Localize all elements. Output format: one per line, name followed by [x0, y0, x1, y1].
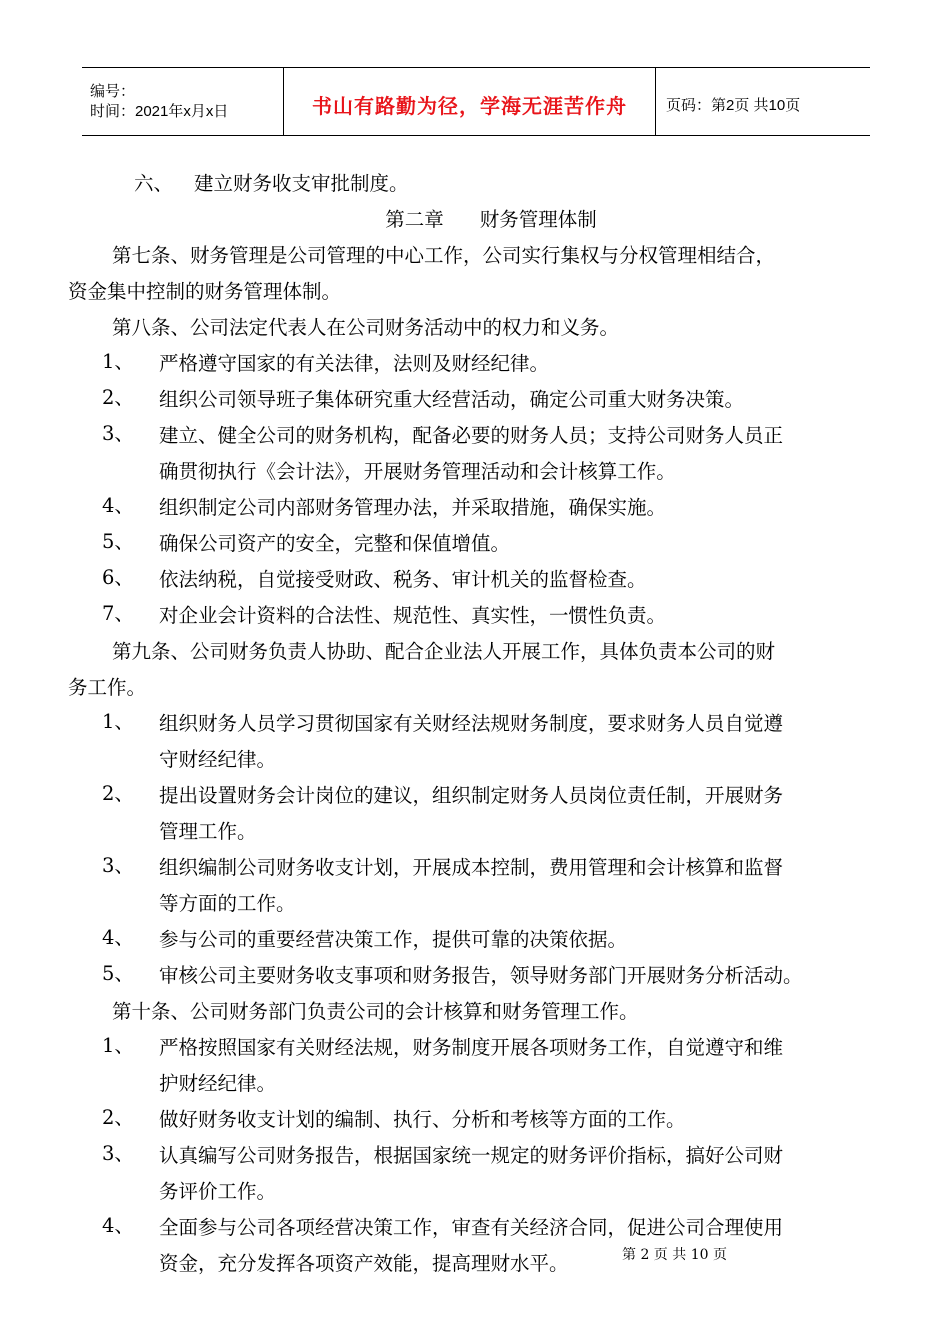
- list-item-number: 4、: [102, 926, 134, 949]
- list-item-line: 组织制定公司内部财务管理办法，并采取措施，确保实施。: [159, 496, 667, 519]
- list-item-line: 严格按照国家有关财经法规，财务制度开展各项财务工作，自觉遵守和维: [159, 1036, 784, 1059]
- list-item-line: 严格遵守国家的有关法律，法则及财经纪律。: [159, 352, 550, 375]
- list-item-text: [159, 346, 884, 382]
- chapter-heading: [68, 202, 884, 238]
- list-item-line: 参与公司的重要经营决策工作，提供可靠的决策依据。: [159, 928, 628, 951]
- list-item-text: [159, 1030, 884, 1102]
- list-item-line: 确贯彻执行《会计法》，开展财务管理活动和会计核算工作。: [159, 460, 676, 483]
- chapter-title: 财务管理体制: [479, 208, 597, 231]
- article-9-item: [68, 706, 884, 778]
- article-8-item: [68, 598, 884, 634]
- list-item-text: [159, 490, 884, 526]
- header-meta: [82, 68, 283, 135]
- list-item-line: 资金，充分发挥各项资产效能，提高理财水平。: [159, 1252, 569, 1275]
- item-six: [68, 166, 884, 202]
- article-7-line2: 资金集中控制的财务管理体制。: [68, 280, 342, 303]
- list-item-line: 依法纳税，自觉接受财政、税务、审计机关的监督检查。: [159, 568, 647, 591]
- article-9-item: [68, 958, 884, 994]
- list-item-number: 6、: [102, 566, 134, 589]
- article-8-list: [68, 346, 884, 634]
- list-item-text: [159, 418, 884, 490]
- article-9-item: [68, 850, 884, 922]
- page-footer: 第 2 页 共 10 页: [622, 1247, 727, 1263]
- article-8-item: [68, 490, 884, 526]
- list-item-line: 组织财务人员学习贯彻国家有关财经法规财务制度，要求财务人员自觉遵: [159, 712, 784, 735]
- list-item-number: 3、: [102, 854, 134, 877]
- header-motto: 书山有路勤为径，学海无涯苦作舟: [312, 94, 627, 118]
- list-item-line: 确保公司资产的安全，完整和保值增值。: [159, 532, 511, 555]
- list-item-line: 认真编写公司财务报告，根据国家统一规定的财务评价指标，搞好公司财: [159, 1144, 784, 1167]
- list-item-number: 1、: [102, 350, 134, 373]
- list-item-text: [159, 526, 884, 562]
- list-item-line: 做好财务收支计划的编制、执行、分析和考核等方面的工作。: [159, 1108, 686, 1131]
- list-item-text: [159, 850, 884, 922]
- list-item-text: [159, 922, 884, 958]
- article-10-list: [68, 1030, 884, 1282]
- list-item-text: [159, 1138, 884, 1210]
- list-item-line: 等方面的工作。: [159, 892, 296, 915]
- article-9-item: [68, 922, 884, 958]
- list-item-number: 5、: [102, 962, 134, 985]
- list-item-line: 管理工作。: [159, 820, 257, 843]
- list-item-line: 组织公司领导班子集体研究重大经营活动，确定公司重大财务决策。: [159, 388, 745, 411]
- document-date-label: 时间：2021年x月x日: [90, 102, 229, 120]
- list-item-text: [159, 562, 884, 598]
- chapter-number: 第二章: [385, 208, 444, 231]
- list-item-line: 对企业会计资料的合法性、规范性、真实性，一惯性负责。: [159, 604, 667, 627]
- list-item-number: 4、: [102, 494, 134, 517]
- article-10-item: [68, 1138, 884, 1210]
- list-item-number: 4、: [102, 1214, 134, 1237]
- document-body: [68, 166, 884, 1282]
- list-item-text: [159, 1210, 884, 1282]
- list-item-number: 7、: [102, 602, 134, 625]
- item-six-text: 建立财务收支审批制度。: [194, 172, 409, 195]
- article-10-item: [68, 1210, 884, 1282]
- article-9-line2: 务工作。: [68, 676, 147, 699]
- list-item-number: 1、: [102, 710, 134, 733]
- article-10-heading: 第十条、公司财务部门负责公司的会计核算和财务管理工作。: [112, 1000, 639, 1023]
- list-item-number: 2、: [102, 782, 134, 805]
- header-page-info: 页码：第2页 共10页: [666, 97, 801, 114]
- article-8-item: [68, 418, 884, 490]
- article-8-item: [68, 382, 884, 418]
- item-six-number: 六、: [134, 172, 174, 195]
- article-7-line1: 第七条、财务管理是公司管理的中心工作，公司实行集权与分权管理相结合，: [112, 244, 776, 267]
- list-item-number: 3、: [102, 1142, 134, 1165]
- list-item-number: 2、: [102, 1106, 134, 1129]
- list-item-line: 全面参与公司各项经营决策工作，审查有关经济合同，促进公司合理使用: [159, 1216, 784, 1239]
- list-item-line: 守财经纪律。: [159, 748, 277, 771]
- article-8-item: [68, 562, 884, 598]
- article-10-item: [68, 1030, 884, 1102]
- article-10-item: [68, 1102, 884, 1138]
- article-9-list: [68, 706, 884, 994]
- article-8-item: [68, 346, 884, 382]
- article-8-item: [68, 526, 884, 562]
- document-code-label: 编号：: [90, 82, 136, 100]
- list-item-number: 3、: [102, 422, 134, 445]
- list-item-text: [159, 1102, 884, 1138]
- list-item-number: 1、: [102, 1034, 134, 1057]
- list-item-text: [159, 598, 884, 634]
- list-item-number: 5、: [102, 530, 134, 553]
- list-item-text: [159, 958, 884, 994]
- article-9-line1: 第九条、公司财务负责人协助、配合企业法人开展工作，具体负责本公司的财: [112, 640, 776, 663]
- article-8-heading: 第八条、公司法定代表人在公司财务活动中的权力和义务。: [112, 316, 620, 339]
- list-item-line: 建立、健全公司的财务机构，配备必要的财务人员；支持公司财务人员正: [159, 424, 784, 447]
- document-header: [82, 67, 870, 136]
- list-item-text: [159, 382, 884, 418]
- list-item-line: 提出设置财务会计岗位的建议，组织制定财务人员岗位责任制，开展财务: [159, 784, 784, 807]
- list-item-text: [159, 778, 884, 850]
- article-9-item: [68, 778, 884, 850]
- header-motto-cell: [283, 68, 656, 135]
- list-item-number: 2、: [102, 386, 134, 409]
- list-item-line: 务评价工作。: [159, 1180, 277, 1203]
- list-item-line: 审核公司主要财务收支事项和财务报告，领导财务部门开展财务分析活动。: [159, 964, 803, 987]
- list-item-line: 组织编制公司财务收支计划，开展成本控制，费用管理和会计核算和监督: [159, 856, 784, 879]
- list-item-line: 护财经纪律。: [159, 1072, 277, 1095]
- list-item-text: [159, 706, 884, 778]
